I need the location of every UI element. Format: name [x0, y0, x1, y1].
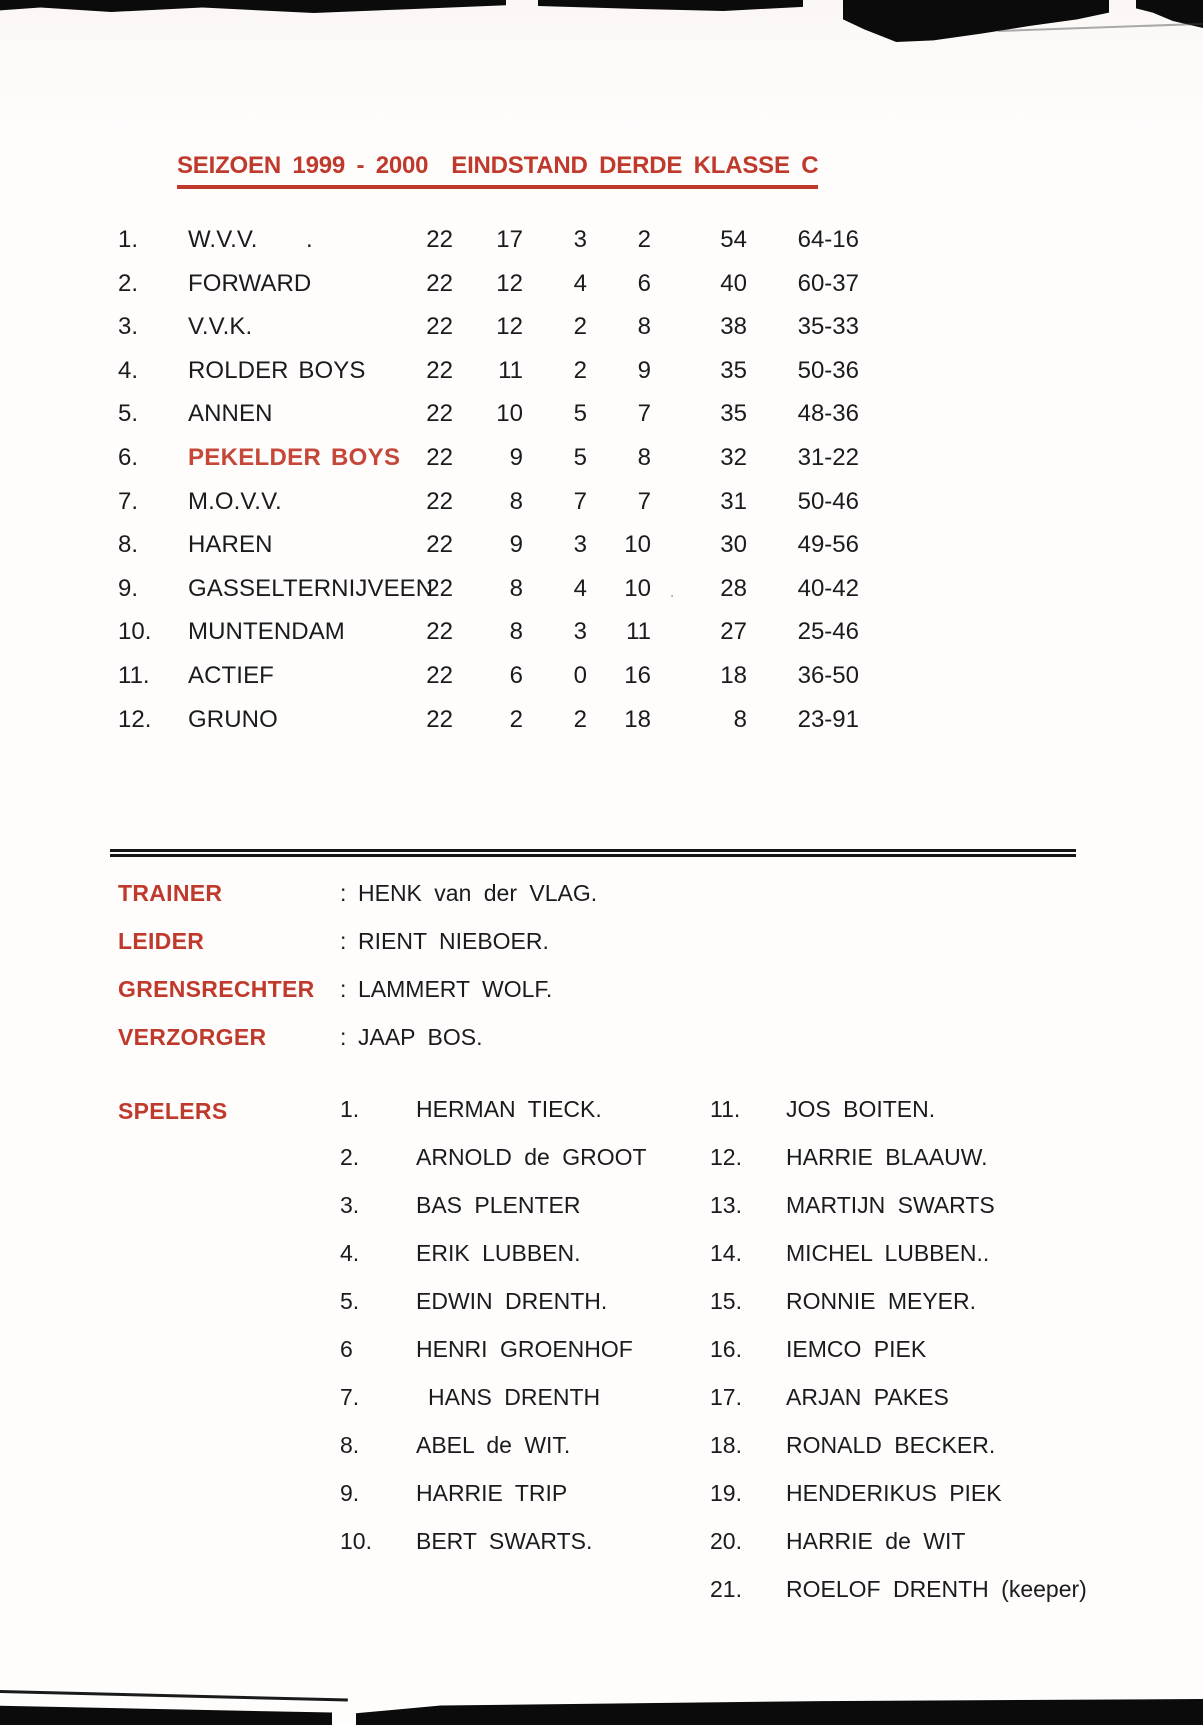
lost-cell: 7 — [637, 400, 651, 428]
player-number: 20. — [710, 1528, 742, 1554]
played-cell: 22 — [426, 313, 453, 341]
player-row — [710, 1144, 1087, 1192]
player-number: 7. — [340, 1384, 360, 1410]
drawn-cell: 5 — [573, 443, 587, 471]
player-name: HENRI GROENHOF — [416, 1336, 633, 1362]
player-number: 3. — [340, 1192, 360, 1218]
standings-table — [118, 226, 878, 749]
player-row — [710, 1192, 1087, 1240]
lost-cell: 11 — [626, 618, 651, 646]
points-cell: 32 — [720, 443, 747, 471]
player-number: 12. — [710, 1144, 742, 1170]
team-name: FORWARD — [188, 269, 312, 297]
player-name: MARTIJN SWARTS — [786, 1192, 995, 1218]
scan-artifact-bottom-right — [356, 1699, 1203, 1725]
drawn-cell: 3 — [573, 226, 587, 253]
won-cell: 8 — [509, 618, 523, 646]
player-name: JOS BOITEN. — [786, 1096, 936, 1122]
staff-value: HENK van der VLAG. — [358, 880, 598, 906]
team-name: GRUNO — [188, 705, 278, 733]
player-number: 16. — [710, 1336, 742, 1362]
lost-cell: 9 — [637, 356, 651, 384]
rank-cell: 8. — [118, 531, 139, 559]
rank-cell: 5. — [118, 400, 139, 428]
rank-cell: 6. — [118, 443, 139, 471]
standings-row — [118, 400, 878, 444]
won-cell: 2 — [509, 705, 523, 733]
standings-row — [118, 618, 878, 662]
staff-label: VERZORGER — [118, 1024, 267, 1050]
goals-cell: 60-37 — [797, 269, 859, 297]
player-name: ERIK LUBBEN. — [416, 1240, 581, 1266]
staff-value: RIENT NIEBOER. — [358, 928, 549, 954]
drawn-cell: 7 — [573, 487, 587, 515]
player-row — [710, 1288, 1087, 1336]
played-cell: 22 — [426, 705, 453, 733]
player-number: 15. — [710, 1288, 742, 1314]
scan-artifact-bottom-left — [0, 1701, 332, 1725]
goals-cell: 23-91 — [797, 705, 859, 733]
players-column-right — [710, 1096, 1087, 1624]
goals-cell: 50-36 — [797, 356, 859, 384]
points-cell: 40 — [720, 269, 747, 297]
staff-colon: : — [340, 880, 347, 906]
standings-row — [118, 488, 878, 532]
points-cell: 18 — [720, 661, 747, 689]
played-cell: 22 — [426, 531, 453, 559]
player-row — [710, 1432, 1087, 1480]
played-cell: 22 — [426, 400, 453, 428]
rank-cell: 11. — [118, 661, 150, 689]
players-column-left — [340, 1096, 647, 1576]
rank-cell: 12. — [118, 705, 152, 733]
player-number: 2. — [340, 1144, 360, 1170]
points-cell: 35 — [720, 356, 747, 384]
team-name: M.O.V.V. — [188, 487, 282, 515]
staff-colon: : — [340, 976, 347, 1002]
player-number: 4. — [340, 1240, 360, 1266]
lost-cell: 7 — [637, 487, 651, 515]
points-cell: 38 — [720, 313, 747, 341]
points-cell: 35 — [720, 400, 747, 428]
scan-line-bottom-left — [0, 1690, 348, 1702]
player-name: ABEL de WIT. — [416, 1432, 571, 1458]
rank-cell: 2. — [118, 269, 139, 297]
team-name: PEKELDER BOYS — [188, 443, 401, 471]
player-number: 21. — [710, 1576, 742, 1602]
player-row — [340, 1240, 647, 1288]
player-name: HENDERIKUS PIEK — [786, 1480, 1002, 1506]
player-row — [710, 1240, 1087, 1288]
drawn-cell: 4 — [573, 269, 587, 297]
staff-row — [118, 928, 549, 976]
staff-label: LEIDER — [118, 928, 205, 954]
lost-cell: 18 — [624, 705, 651, 733]
players-label: SPELERS — [118, 1098, 228, 1124]
player-row — [710, 1336, 1087, 1384]
played-cell: 22 — [426, 269, 453, 297]
lost-cell: 10 — [624, 531, 651, 559]
player-name: RONNIE MEYER. — [786, 1288, 977, 1314]
staff-colon: : — [340, 1024, 347, 1050]
standings-row-highlighted — [118, 444, 878, 488]
lost-cell: 10 — [624, 574, 651, 602]
won-cell: 9 — [509, 531, 523, 559]
won-cell: 12 — [496, 313, 523, 341]
team-name: ROLDER BOYS — [188, 356, 366, 384]
drawn-cell: 0 — [573, 661, 587, 689]
lost-cell: 16 — [624, 661, 651, 689]
lost-cell: 8 — [637, 443, 651, 471]
player-name: MICHEL LUBBEN.. — [786, 1240, 990, 1266]
player-number: 9. — [340, 1480, 360, 1506]
team-name: V.V.K. — [188, 313, 253, 341]
player-number: 17. — [710, 1384, 742, 1410]
goals-cell: 25-46 — [797, 618, 859, 646]
lost-cell: 2 — [637, 226, 651, 253]
standings-row — [118, 575, 878, 619]
played-cell: 22 — [426, 356, 453, 384]
team-name: HAREN — [188, 531, 273, 559]
goals-cell: 64-16 — [797, 226, 859, 253]
player-row — [340, 1144, 647, 1192]
staff-section — [118, 880, 598, 1072]
scan-speck: . — [670, 583, 675, 601]
drawn-cell: 4 — [573, 574, 587, 602]
played-cell: 22 — [426, 443, 453, 471]
goals-cell: 36-50 — [797, 661, 859, 689]
staff-colon: : — [340, 928, 347, 954]
player-number: 11. — [710, 1096, 741, 1122]
player-name: HARRIE BLAAUW. — [786, 1144, 988, 1170]
team-name: W.V.V. . — [188, 226, 313, 253]
player-name: ARNOLD de GROOT — [416, 1144, 647, 1170]
drawn-cell: 3 — [573, 531, 587, 559]
won-cell: 12 — [496, 269, 523, 297]
rank-cell: 3. — [118, 313, 139, 341]
player-row — [340, 1288, 647, 1336]
drawn-cell: 2 — [573, 705, 587, 733]
drawn-cell: 3 — [573, 618, 587, 646]
standings-row — [118, 706, 878, 750]
staff-row — [118, 880, 598, 928]
rank-cell: 10. — [118, 618, 152, 646]
won-cell: 6 — [509, 661, 523, 689]
played-cell: 22 — [426, 618, 453, 646]
staff-label: TRAINER — [118, 880, 223, 906]
goals-cell: 48-36 — [797, 400, 859, 428]
standings-row — [118, 357, 878, 401]
player-number: 10. — [340, 1528, 372, 1554]
player-name: HANS DRENTH — [428, 1384, 601, 1410]
player-name: BAS PLENTER — [416, 1192, 581, 1218]
player-row — [340, 1432, 647, 1480]
standings-row — [118, 531, 878, 575]
staff-row — [118, 1024, 483, 1072]
staff-value: JAAP BOS. — [358, 1024, 483, 1050]
goals-cell: 49-56 — [797, 531, 859, 559]
player-row — [340, 1384, 647, 1432]
player-name: ARJAN PAKES — [786, 1384, 949, 1410]
won-cell: 17 — [496, 226, 523, 253]
player-row — [710, 1384, 1087, 1432]
standings-row — [118, 270, 878, 314]
lost-cell: 6 — [637, 269, 651, 297]
player-name: RONALD BECKER. — [786, 1432, 996, 1458]
drawn-cell: 2 — [573, 356, 587, 384]
team-name: ANNEN — [188, 400, 273, 428]
player-number: 18. — [710, 1432, 742, 1458]
goals-cell: 50-46 — [797, 487, 859, 515]
staff-value: LAMMERT WOLF. — [358, 976, 553, 1002]
rank-cell: 4. — [118, 356, 139, 384]
standings-row — [118, 313, 878, 357]
drawn-cell: 2 — [573, 313, 587, 341]
team-name: ACTIEF — [188, 661, 274, 689]
player-name: BERT SWARTS. — [416, 1528, 593, 1554]
points-cell: 54 — [720, 226, 747, 253]
points-cell: 28 — [720, 574, 747, 602]
player-row — [340, 1528, 647, 1576]
rank-cell: 1. — [118, 226, 139, 253]
section-divider — [110, 849, 1076, 857]
player-name: HARRIE de WIT — [786, 1528, 966, 1554]
lost-cell: 8 — [637, 313, 651, 341]
played-cell: 22 — [426, 574, 453, 602]
player-row — [340, 1336, 647, 1384]
player-row — [340, 1192, 647, 1240]
staff-label: GRENSRECHTER — [118, 976, 315, 1002]
played-cell: 22 — [426, 661, 453, 689]
goals-cell: 31-22 — [797, 443, 859, 471]
points-cell: 31 — [720, 487, 747, 515]
staff-row — [118, 976, 553, 1024]
player-name: IEMCO PIEK — [786, 1336, 927, 1362]
page-title: SEIZOEN 1999 - 2000 EINDSTAND DERDE KLASSE C — [177, 152, 818, 189]
points-cell: 8 — [733, 705, 747, 733]
team-name: MUNTENDAM — [188, 618, 345, 646]
played-cell: 22 — [426, 487, 453, 515]
player-number: 19. — [710, 1480, 742, 1506]
won-cell: 11 — [498, 356, 523, 384]
standings-row — [118, 226, 878, 270]
drawn-cell: 5 — [573, 400, 587, 428]
player-row — [710, 1480, 1087, 1528]
won-cell: 10 — [496, 400, 523, 428]
player-row — [340, 1480, 647, 1528]
rank-cell: 7. — [118, 487, 139, 515]
player-number: 8. — [340, 1432, 360, 1458]
player-row — [710, 1576, 1087, 1624]
player-name: HARRIE TRIP — [416, 1480, 568, 1506]
player-number: 6 — [340, 1336, 353, 1362]
player-number: 1. — [340, 1096, 360, 1122]
rank-cell: 9. — [118, 574, 139, 602]
player-name: EDWIN DRENTH. — [416, 1288, 608, 1314]
points-cell: 30 — [720, 531, 747, 559]
player-row — [710, 1528, 1087, 1576]
played-cell: 22 — [426, 226, 453, 253]
player-name: HERMAN TIECK. — [416, 1096, 602, 1122]
player-number: 5. — [340, 1288, 360, 1314]
won-cell: 8 — [509, 487, 523, 515]
player-name: ROELOF DRENTH (keeper) — [786, 1576, 1087, 1602]
won-cell: 9 — [509, 443, 523, 471]
won-cell: 8 — [509, 574, 523, 602]
goals-cell: 40-42 — [797, 574, 859, 602]
stray-dot: . — [306, 226, 313, 253]
standings-row — [118, 662, 878, 706]
player-row — [710, 1096, 1087, 1144]
goals-cell: 35-33 — [797, 313, 859, 341]
player-row — [340, 1096, 647, 1144]
player-number: 14. — [710, 1240, 742, 1266]
team-name: GASSELTERNIJVEEN — [188, 574, 434, 602]
points-cell: 27 — [720, 618, 747, 646]
player-number: 13. — [710, 1192, 742, 1218]
